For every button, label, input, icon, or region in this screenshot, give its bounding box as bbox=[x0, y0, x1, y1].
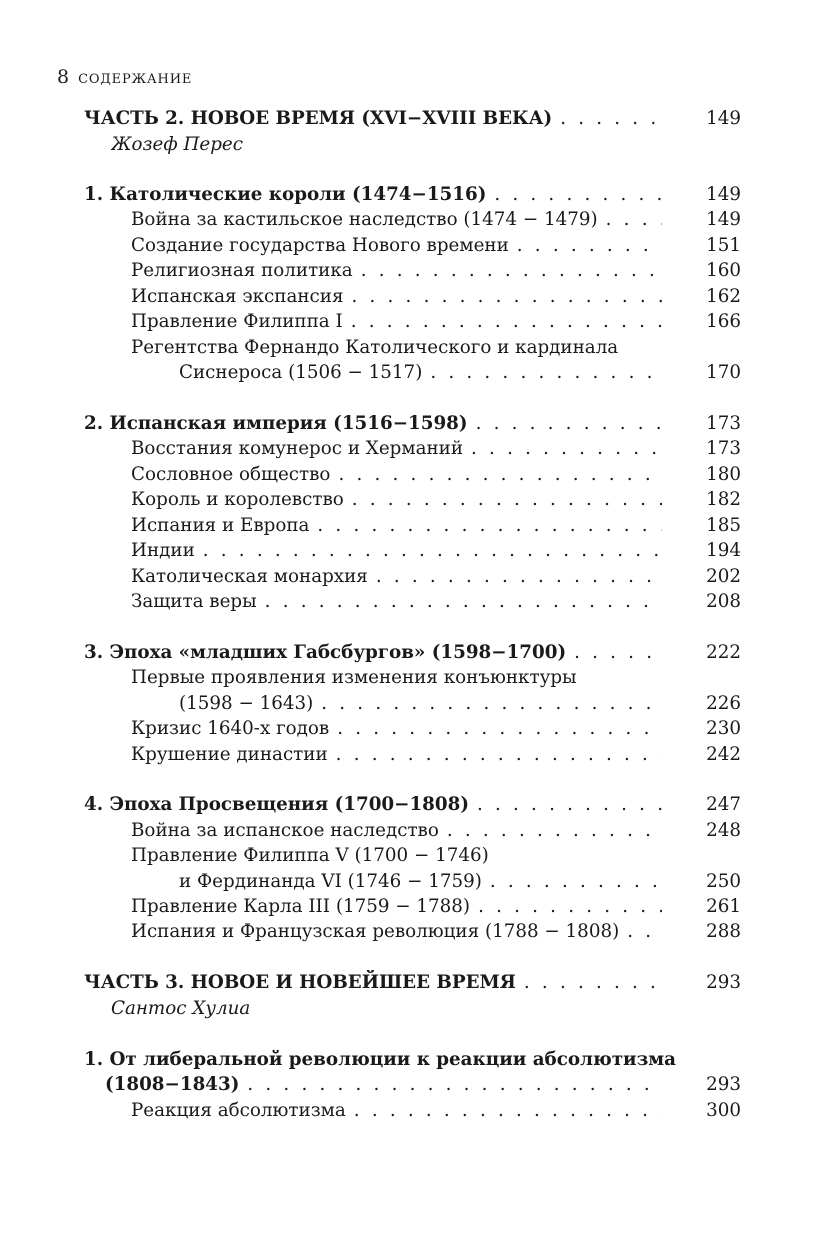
page-ref: 261 bbox=[706, 896, 741, 917]
toc-entry-continuation: и Фердинанда VI (1746 − 1759) . . . bbox=[179, 869, 662, 894]
page-ref: 226 bbox=[706, 693, 741, 714]
page-ref: 151 bbox=[706, 235, 741, 256]
chapter-heading: 1. Католические короли (1474−1516) . . . bbox=[84, 182, 662, 207]
toc-entry: Первые проявления изменения конъюнктуры bbox=[131, 667, 577, 688]
page-ref: 202 bbox=[706, 566, 741, 587]
page-ref: 293 bbox=[706, 1074, 741, 1095]
page-ref: 208 bbox=[706, 591, 741, 612]
toc-entry-continuation: (1598 − 1643) . . . bbox=[179, 691, 662, 716]
part-author: Жозеф Перес bbox=[111, 134, 243, 155]
page-ref: 242 bbox=[706, 744, 741, 765]
page-ref: 173 bbox=[706, 438, 741, 459]
page-ref: 170 bbox=[706, 362, 741, 383]
section-title: СОДЕРЖАНИЕ bbox=[78, 72, 193, 87]
page-ref: 173 bbox=[706, 413, 741, 434]
page-ref: 288 bbox=[706, 921, 741, 942]
page-ref: 247 bbox=[706, 794, 741, 815]
page-ref: 180 bbox=[706, 464, 741, 485]
page-ref: 149 bbox=[706, 209, 741, 230]
page-ref: 250 bbox=[706, 871, 741, 892]
toc-entry: Кризис 1640-х годов . . . bbox=[131, 716, 662, 741]
chapter-heading: 3. Эпоха «младших Габсбургов» (1598−1700) . . . bbox=[84, 640, 662, 665]
toc-entry: Крушение династии . . . bbox=[131, 742, 662, 767]
toc-entry: Сословное общество . . . bbox=[131, 462, 662, 487]
chapter-heading: 1. От либеральной революции к реакции абсолютизма bbox=[84, 1049, 676, 1070]
toc-entry-continuation: Сиснероса (1506 − 1517) . . . bbox=[179, 360, 662, 385]
page-ref: 194 bbox=[706, 540, 741, 561]
toc-entry: Испания и Французская революция (1788 − 1808) . . . bbox=[131, 919, 662, 944]
toc-entry: Реакция абсолютизма . . . bbox=[131, 1098, 662, 1123]
page-ref: 182 bbox=[706, 489, 741, 510]
page-ref: 222 bbox=[706, 642, 741, 663]
page-ref: 300 bbox=[706, 1100, 741, 1121]
toc-entry: Правление Филиппа V (1700 − 1746) bbox=[131, 845, 489, 866]
part-heading: ЧАСТЬ 2. НОВОЕ ВРЕМЯ (XVI−XVIII ВЕКА) . . . bbox=[84, 106, 662, 131]
toc-entry: Религиозная политика . . . bbox=[131, 258, 662, 283]
toc-entry: Защита веры . . . bbox=[131, 589, 662, 614]
toc-entry: Война за испанское наследство . . . bbox=[131, 818, 662, 843]
toc-entry: Испанская экспансия . . . bbox=[131, 284, 662, 309]
page-ref: 248 bbox=[706, 820, 741, 841]
toc-entry: Король и королевство . . . bbox=[131, 487, 662, 512]
page-ref: 293 bbox=[706, 972, 741, 993]
toc-entry: Индии . . . bbox=[131, 538, 662, 563]
toc-entry: Регентства Фернандо Католического и кардинала bbox=[131, 337, 619, 358]
toc-entry: Правление Карла III (1759 − 1788) . . . bbox=[131, 894, 662, 919]
toc-entry: Католическая монархия . . . bbox=[131, 564, 662, 589]
toc-entry: Война за кастильское наследство (1474 − 1479) . . . bbox=[131, 207, 662, 232]
chapter-heading: 2. Испанская империя (1516−1598) . . . bbox=[84, 411, 662, 436]
chapter-heading-continuation: (1808−1843) . . . bbox=[105, 1072, 662, 1097]
part-author: Сантос Хулиа bbox=[111, 998, 251, 1019]
part-heading: ЧАСТЬ 3. НОВОЕ И НОВЕЙШЕЕ ВРЕМЯ . . . bbox=[84, 970, 662, 995]
page-ref: 160 bbox=[706, 260, 741, 281]
page-number: 8 bbox=[57, 66, 70, 88]
toc-entry: Восстания комунерос и Херманий . . . bbox=[131, 436, 662, 461]
chapter-heading: 4. Эпоха Просвещения (1700−1808) . . . bbox=[84, 792, 662, 817]
page-ref: 166 bbox=[706, 311, 741, 332]
page-ref: 230 bbox=[706, 718, 741, 739]
page-ref: 149 bbox=[706, 108, 741, 129]
page-ref: 185 bbox=[706, 515, 741, 536]
toc-entry: Создание государства Нового времени . . . bbox=[131, 233, 662, 258]
page-ref: 162 bbox=[706, 286, 741, 307]
toc-entry: Правление Филиппа I . . . bbox=[131, 309, 662, 334]
toc-entry: Испания и Европа . . . bbox=[131, 513, 662, 538]
page-ref: 149 bbox=[706, 184, 741, 205]
running-header bbox=[57, 66, 192, 90]
